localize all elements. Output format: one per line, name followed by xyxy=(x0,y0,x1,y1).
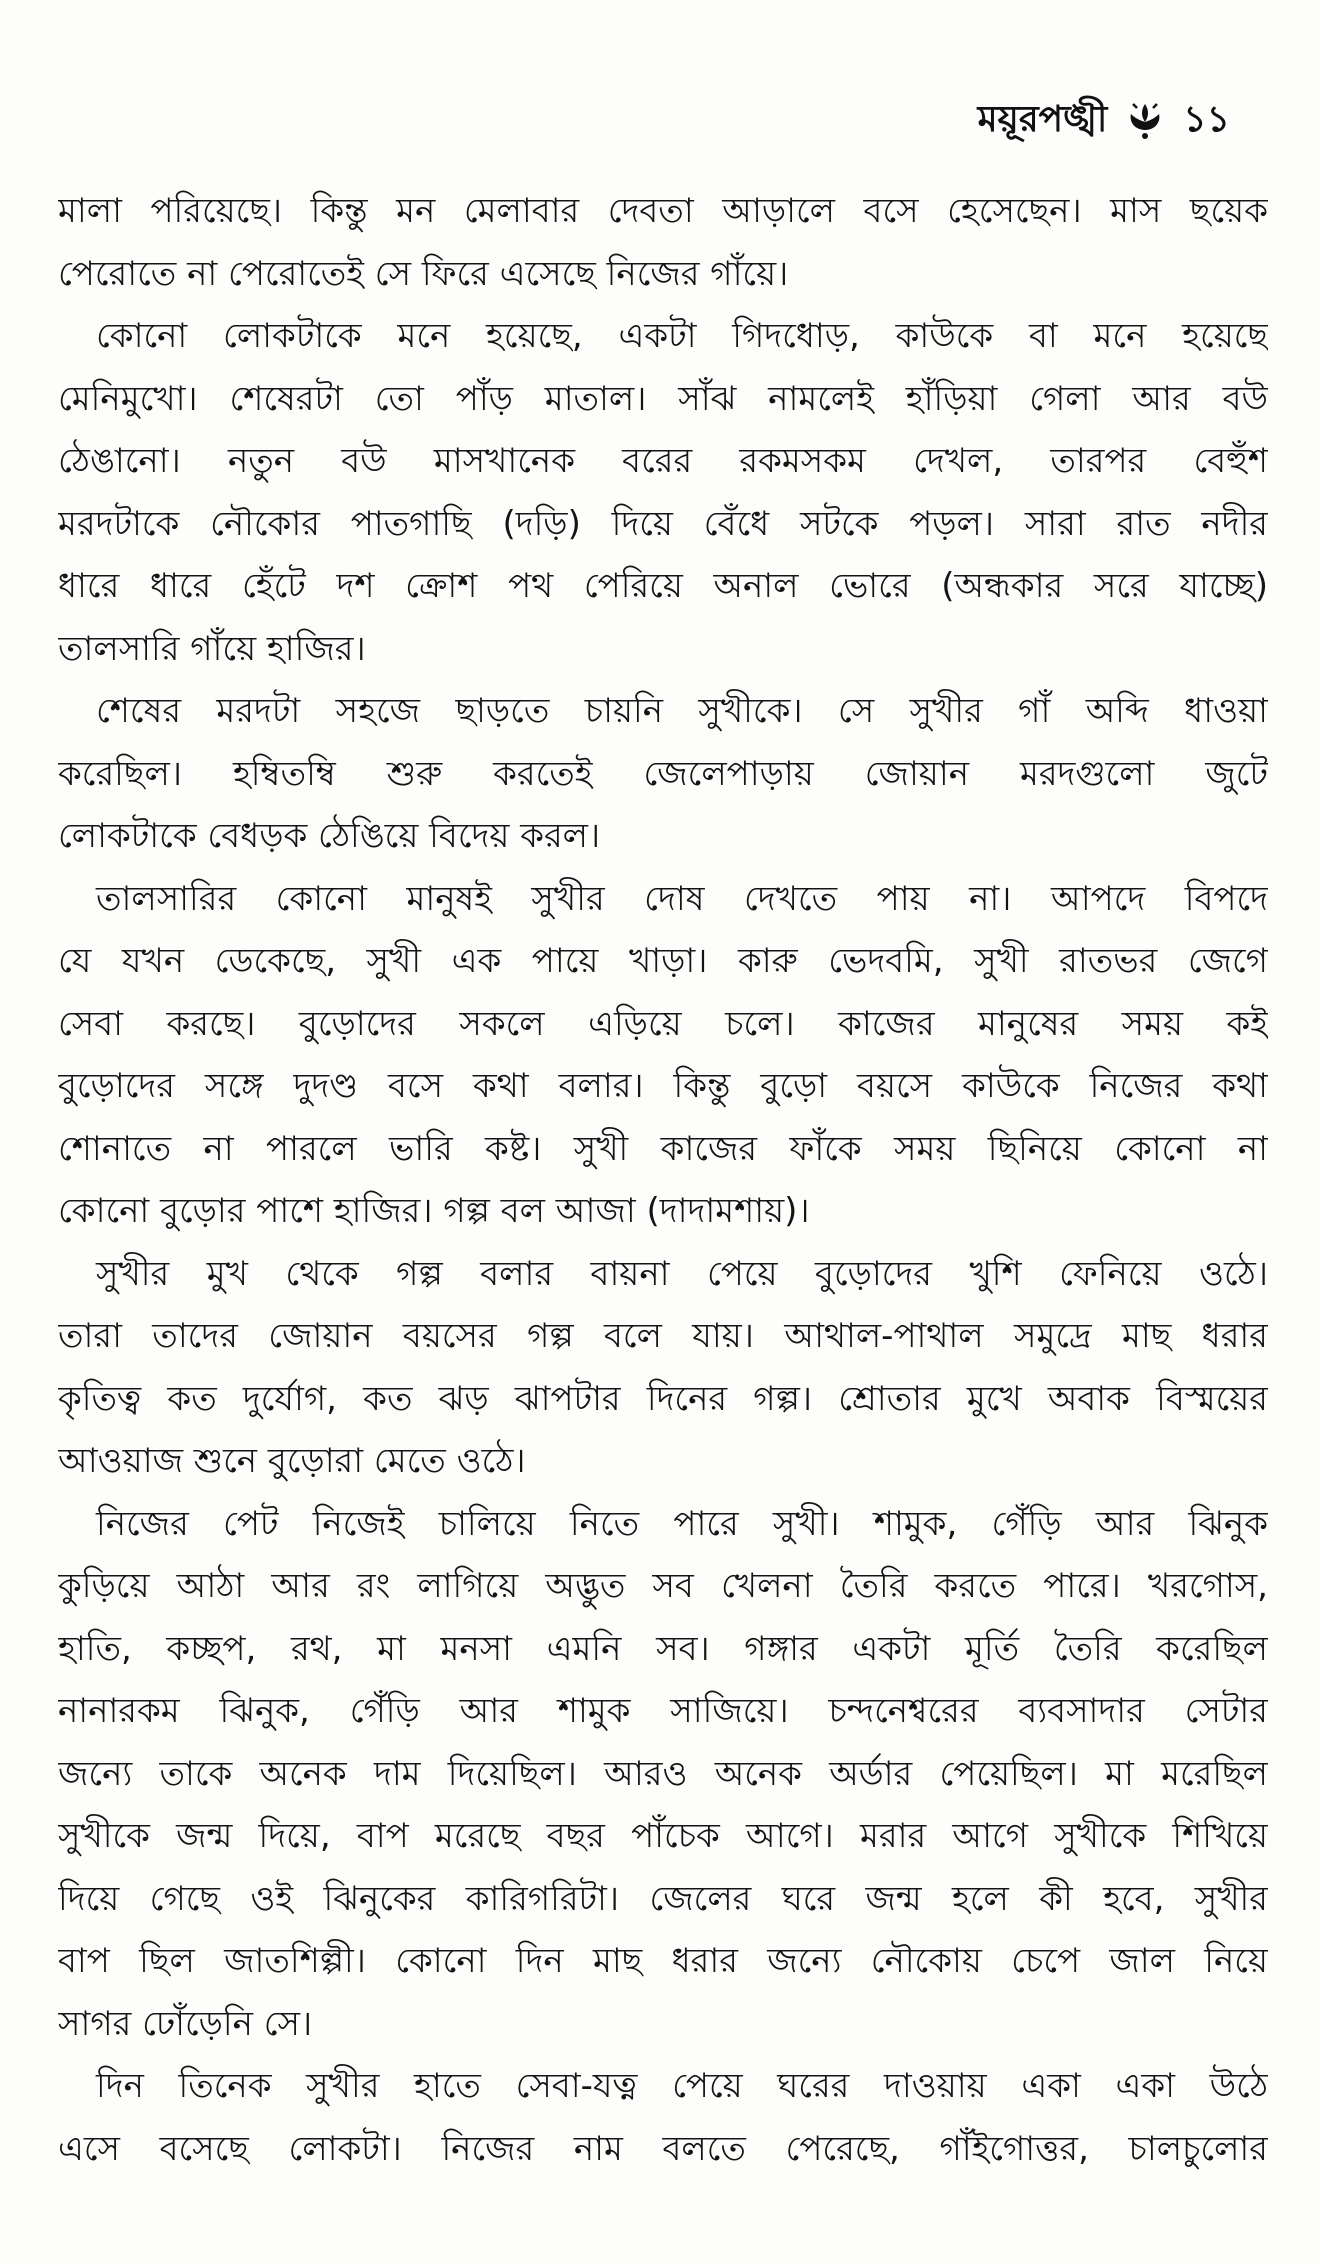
running-header xyxy=(978,92,1230,152)
text-line: লোকটাকে বেধড়ক ঠেঙিয়ে বিদেয় করল। xyxy=(58,816,601,856)
text-line: শেষের মরদটা সহজে ছাড়তে চায়নি সুখীকে। সে সুখীর গাঁ অব্দি ধাওয়া xyxy=(96,691,1268,731)
text-line: এসে বসেছে লোকটা। নিজের নাম বলতে পেরেছে, গাঁইগোত্তর, চালচুলোর xyxy=(58,2128,1268,2169)
paragraph-7 xyxy=(58,2055,1268,2180)
text-line: সুখীকে জন্ম দিয়ে, বাপ মরেছে বছর পাঁচেক আগে। মরার আগে সুখীকে শিখিয়ে xyxy=(58,1816,1268,1856)
flower-ornament-icon xyxy=(1123,100,1167,144)
text-line: মরদটাকে নৌকোর পাতগাছি (দড়ি) দিয়ে বেঁধে সটকে পড়ল। সারা রাত নদীর xyxy=(58,503,1268,544)
text-line: সেবা করছে। বুড়োদের সকলে এড়িয়ে চলে। কাজের মানুষের সময় কই xyxy=(58,1003,1268,1044)
text-line: মালা পরিয়েছে। কিন্তু মন মেলাবার দেবতা আড়ালে বসে হেসেছেন। মাস ছয়েক xyxy=(58,191,1268,231)
text-line: তালসারি গাঁয়ে হাজির। xyxy=(58,628,366,669)
text-line: কোনো লোকটাকে মনে হয়েছে, একটা গিদধোড়, কাউকে বা মনে হয়েছে xyxy=(96,316,1268,356)
text-line: জন্যে তাকে অনেক দাম দিয়েছিল। আরও অনেক অর্ডার পেয়েছিল। মা মরেছিল xyxy=(58,1753,1268,1794)
paragraph-2 xyxy=(58,305,1268,680)
body-text xyxy=(58,180,1268,2180)
paragraph-1 xyxy=(58,180,1268,305)
text-line: নিজের পেট নিজেই চালিয়ে নিতে পারে সুখী। শামুক, গেঁড়ি আর ঝিনুক xyxy=(96,1503,1268,1544)
book-title: ময়ূরপঙ্খী xyxy=(977,99,1108,140)
text-line: সুখীর মুখ থেকে গল্প বলার বায়না পেয়ে বুড়োদের খুশি ফেনিয়ে ওঠে। xyxy=(96,1253,1268,1294)
text-line: তারা তাদের জোয়ান বয়সের গল্প বলে যায়। আথাল-পাথাল সমুদ্রে মাছ ধরার xyxy=(58,1316,1268,1356)
text-line: বাপ ছিল জাতশিল্পী। কোনো দিন মাছ ধরার জন্যে নৌকোয় চেপে জাল নিয়ে xyxy=(58,1941,1268,1981)
text-line: শোনাতে না পারলে ভারি কষ্ট। সুখী কাজের ফাঁকে সময় ছিনিয়ে কোনো না xyxy=(58,1128,1268,1169)
text-line: করেছিল। হম্বিতম্বি শুরু করতেই জেলেপাড়ায় জোয়ান মরদগুলো জুটে xyxy=(58,753,1268,794)
page-number: ১১ xyxy=(1183,99,1230,140)
text-line: তালসারির কোনো মানুষই সুখীর দোষ দেখতে পায় না। আপদে বিপদে xyxy=(96,878,1268,919)
text-line: ঠেঙানো। নতুন বউ মাসখানেক বরের রকমসকম দেখল, তারপর বেহুঁশ xyxy=(58,441,1268,481)
text-line: পেরোতে না পেরোতেই সে ফিরে এসেছে নিজের গাঁয়ে। xyxy=(58,253,789,294)
paragraph-6 xyxy=(58,1493,1268,2056)
text-line: দিন তিনেক সুখীর হাতে সেবা-যত্ন পেয়ে ঘরের দাওয়ায় একা একা উঠে xyxy=(96,2066,1268,2106)
text-line: বুড়োদের সঙ্গে দুদণ্ড বসে কথা বলার। কিন্তু বুড়ো বয়সে কাউকে নিজের কথা xyxy=(58,1066,1268,1106)
text-line: যে যখন ডেকেছে, সুখী এক পায়ে খাড়া। কারু ভেদবমি, সুখী রাতভর জেগে xyxy=(58,941,1268,981)
text-line: মেনিমুখো। শেষেরটা তো পাঁড় মাতাল। সাঁঝ নামলেই হাঁড়িয়া গেলা আর বউ xyxy=(58,378,1268,419)
text-line: সাগর ঢোঁড়েনি সে। xyxy=(58,2003,313,2044)
text-line: হাতি, কচ্ছপ, রথ, মা মনসা এমনি সব। গঙ্গার একটা মূর্তি তৈরি করেছিল xyxy=(58,1628,1268,1669)
paragraph-3 xyxy=(58,680,1268,868)
paragraph-4 xyxy=(58,868,1268,1243)
text-line: নানারকম ঝিনুক, গেঁড়ি আর শামুক সাজিয়ে। চন্দনেশ্বরের ব্যবসাদার সেটার xyxy=(58,1691,1268,1731)
text-line: কোনো বুড়োর পাশে হাজির। গল্প বল আজা (দাদামশায়)। xyxy=(58,1191,810,1231)
text-line: দিয়ে গেছে ওই ঝিনুকের কারিগরিটা। জেলের ঘরে জন্ম হলে কী হবে, সুখীর xyxy=(58,1878,1268,1919)
text-line: কুড়িয়ে আঠা আর রং লাগিয়ে অদ্ভুত সব খেলনা তৈরি করতে পারে। খরগোস, xyxy=(58,1566,1268,1606)
text-line: কৃতিত্ব কত দুর্যোগ, কত ঝড় ঝাপটার দিনের গল্প। শ্রোতার মুখে অবাক বিস্ময়ের xyxy=(58,1378,1268,1419)
paragraph-5 xyxy=(58,1243,1268,1493)
text-line: ধারে ধারে হেঁটে দশ ক্রোশ পথ পেরিয়ে অনাল ভোরে (অন্ধকার সরে যাচ্ছে) xyxy=(58,566,1268,606)
text-line: আওয়াজ শুনে বুড়োরা মেতে ওঠে। xyxy=(58,1441,526,1481)
